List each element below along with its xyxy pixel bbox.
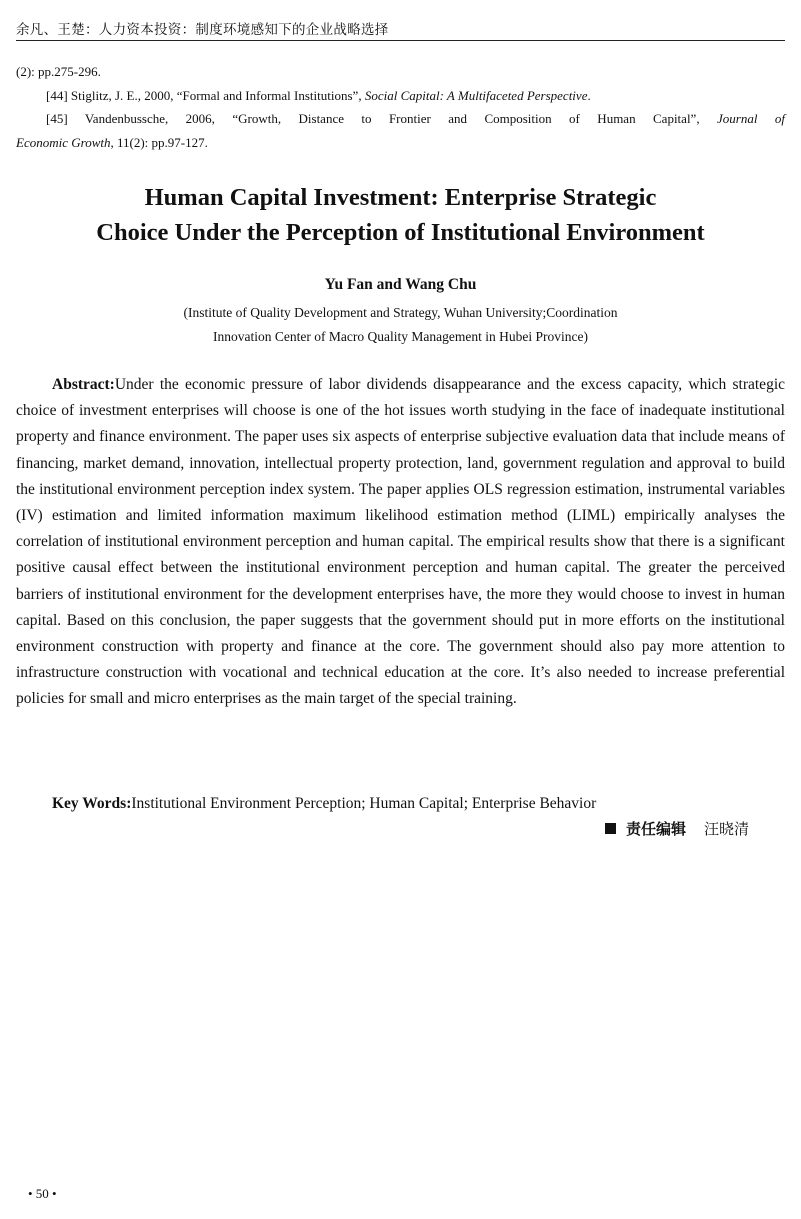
square-bullet-icon bbox=[605, 823, 616, 834]
abstract bbox=[16, 372, 785, 713]
abstract-label: Abstract: bbox=[52, 376, 115, 393]
affiliation-line-1: (Institute of Quality Development and Strategy, Wuhan University;Coordination bbox=[183, 305, 618, 320]
authors: Yu Fan and Wang Chu bbox=[324, 276, 477, 293]
editor-name: 汪晓清 bbox=[703, 820, 749, 838]
paper-title bbox=[16, 180, 785, 250]
title-line-1: Human Capital Investment: Enterprise Strategic bbox=[144, 184, 657, 211]
editor-credit bbox=[605, 817, 749, 841]
abstract-text: Under the economic pressure of labor dividends disappearance and the excess capacity, which strategic choice of investment enterprises will choose is one of the hot issues worth studying in the face of inadequate institutional property and finance environment. The paper uses six aspects of enterprise subjective evaluation data that include means of financing, market demand, innovation, intellectual property protection, land, government regulation and approval to build the institutional environment perception index system. The paper applies OLS regression estimation, instrumental variables (IV) estimation and limited information maximum likelihood estimation method (LIML) empirically analyses the correlation of institutional environment perception and human capital. The empirical results show that there is a significant positive causal effect between the institutional environment perception and human capital. The greater the perceived barriers of institutional environment for the development enterprises have, the more they would choose to invest in human capital. Based on this conclusion, the paper suggests that the government should put in more efforts on the institutional environment construction with property and finance at the core. The government should also pay more attention to infrastructure construction with vocational and technical education at the core. It’s also needed to increase preferential policies for small and micro enterprises as the main target of the special training. bbox=[16, 376, 785, 708]
keywords bbox=[16, 791, 785, 817]
running-header: 余凡、王楚：人力资本投资：制度环境感知下的企业战略选择 bbox=[16, 22, 389, 38]
reference-45: [45] Vandenbussche, 2006, “Growth, Distance to Frontier and Composition of Human Capital”, Journal of bbox=[46, 111, 785, 126]
affiliation-line-2: Innovation Center of Macro Quality Management in Hubei Province) bbox=[213, 329, 588, 344]
keywords-text: Institutional Environment Perception; Human Capital; Enterprise Behavior bbox=[131, 795, 597, 812]
page-number: • 50 • bbox=[28, 1186, 57, 1201]
keywords-label: Key Words: bbox=[52, 795, 132, 812]
title-line-2: Choice Under the Perception of Institutional Environment bbox=[96, 219, 705, 246]
references bbox=[16, 60, 785, 154]
reference-44: [44] Stiglitz, J. E., 2000, “Formal and Informal Institutions”, Social Capital: A Multifaceted Perspective. bbox=[46, 87, 591, 103]
reference-continuation: (2): pp.275-296. bbox=[16, 64, 101, 79]
affiliation bbox=[16, 301, 785, 349]
reference-45-cont: Economic Growth, 11(2): pp.97-127. bbox=[16, 134, 208, 150]
editor-label: 责任编辑 bbox=[625, 820, 686, 838]
header-divider bbox=[16, 40, 785, 41]
